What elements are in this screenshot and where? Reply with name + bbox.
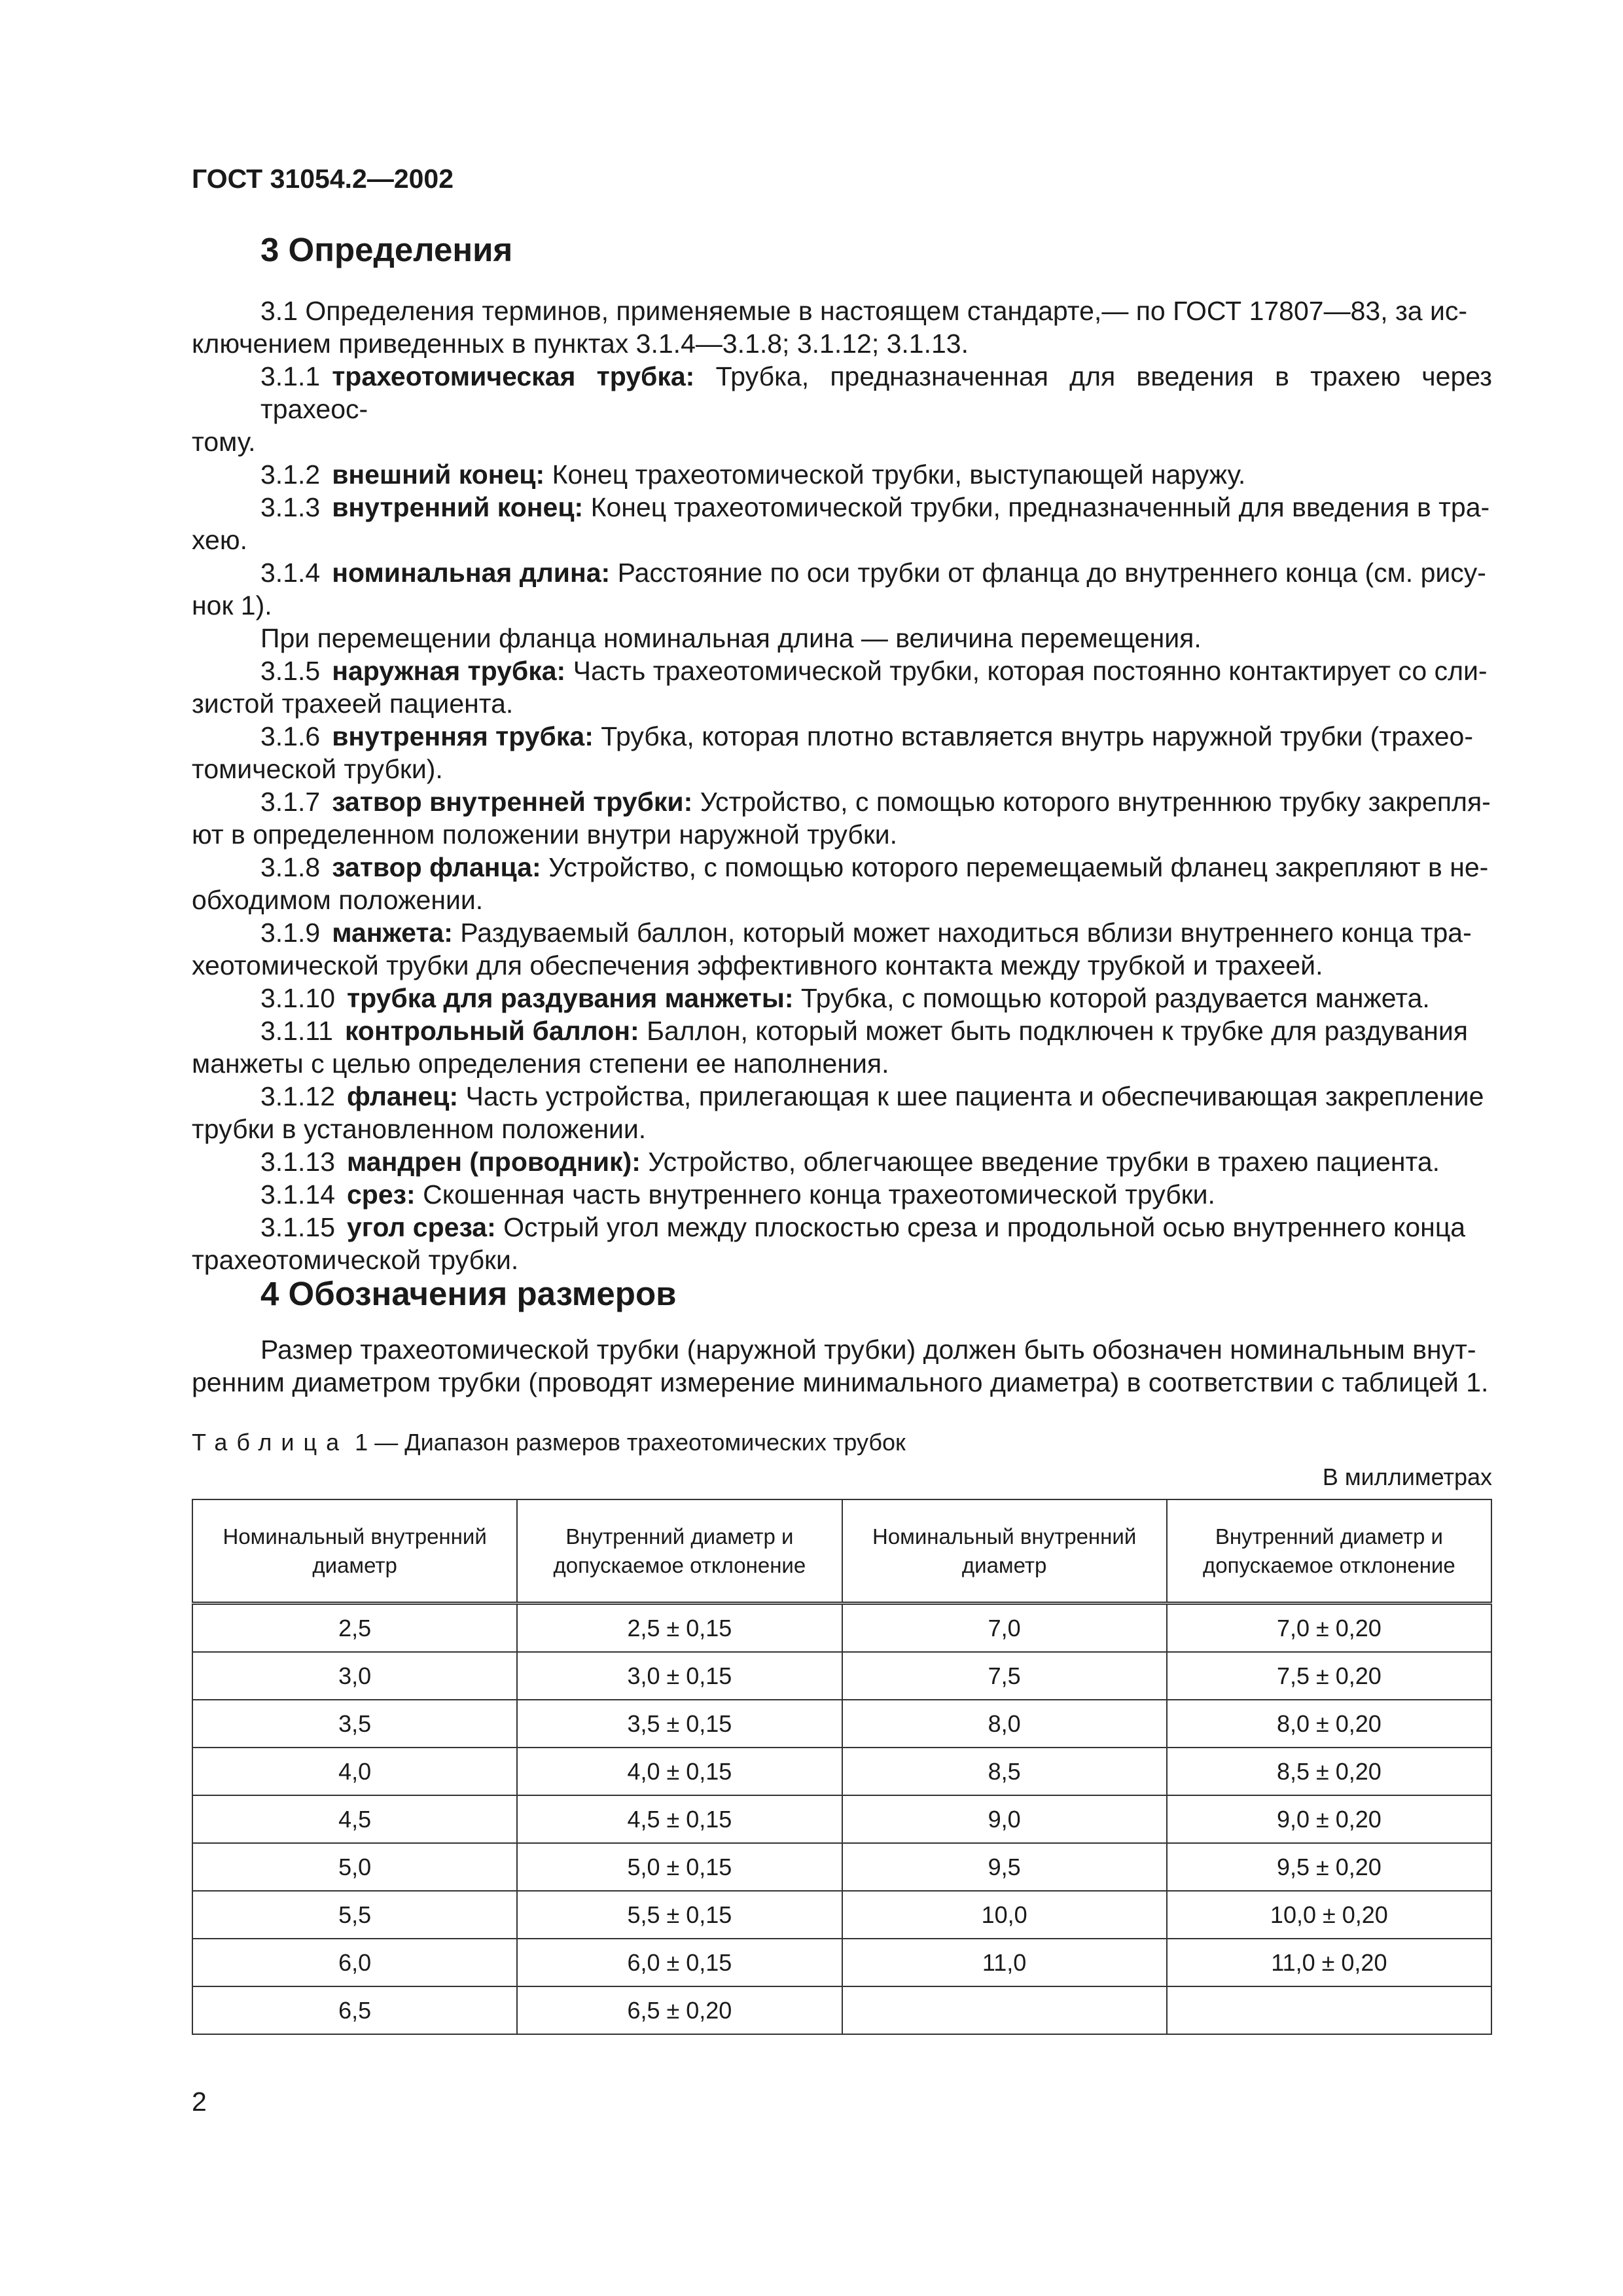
table-cell: 7,5 — [842, 1652, 1167, 1700]
table-cell: 9,0 — [842, 1795, 1167, 1843]
table-cell: 5,0 ± 0,15 — [517, 1843, 842, 1891]
definition-item — [192, 556, 1492, 589]
definition-item — [192, 360, 1492, 425]
definition-item — [192, 785, 1492, 818]
definition-text: Скошенная часть внутреннего конца трахеотомической трубки. — [423, 1179, 1215, 1210]
definition-term: контрольный баллон: — [344, 1016, 639, 1046]
definition-text: Устройство, облегчающее введение трубки в трахею пациента. — [648, 1147, 1440, 1177]
definition-term: срез: — [347, 1179, 416, 1210]
table-cell — [1167, 1986, 1491, 2034]
header-inner-diameter-1: Внутренний диаметр и допускаемое отклонение — [517, 1499, 842, 1604]
definition-term: трахеотомическая трубка: — [332, 361, 695, 391]
table-row — [192, 1795, 1491, 1843]
definition-number: 3.1.3 — [260, 492, 321, 522]
table-cell: 8,0 — [842, 1700, 1167, 1748]
section-3-title: 3 Определения — [260, 231, 513, 268]
definition-text-cont: тому. — [192, 427, 256, 457]
definition-term: мандрен (проводник): — [347, 1147, 641, 1177]
definition-number: 3.1.14 — [260, 1179, 335, 1210]
table-row — [192, 1891, 1491, 1939]
table-caption — [192, 1429, 906, 1456]
table-cell: 10,0 — [842, 1891, 1167, 1939]
table-row — [192, 1652, 1491, 1700]
definition-item — [192, 1178, 1492, 1211]
table-cell: 11,0 ± 0,20 — [1167, 1939, 1491, 1986]
definition-term: номинальная длина: — [332, 558, 611, 588]
table-row — [192, 1604, 1491, 1653]
definition-text: Трубка, с помощью которой раздувается манжета. — [800, 983, 1430, 1013]
definition-number: 3.1.2 — [260, 459, 321, 490]
table-cell: 6,5 ± 0,20 — [517, 1986, 842, 2034]
definition-number: 3.1.7 — [260, 787, 321, 817]
definition-item — [192, 1211, 1492, 1244]
header-inner-diameter-2: Внутренний диаметр и допускаемое отклонение — [1167, 1499, 1491, 1604]
definition-number: 3.1.10 — [260, 983, 335, 1013]
definition-term: трубка для раздувания манжеты: — [347, 983, 794, 1013]
definition-number: 3.1.13 — [260, 1147, 335, 1177]
definition-number: 3.1.6 — [260, 721, 321, 751]
definition-intro-lead: 3.1 Определения терминов, применяемые в настоящем стандарте,— по ГОСТ 17807—83, за ис- — [260, 296, 1468, 326]
definition-text: Раздуваемый баллон, который может находиться вблизи внутреннего конца тра- — [460, 918, 1472, 948]
definition-text: Трубка, которая плотно вставляется внутрь наружной трубки (трахео- — [601, 721, 1473, 751]
definition-number: 3.1.11 — [260, 1016, 333, 1046]
definition-item — [192, 1014, 1492, 1047]
table-cell: 6,5 — [192, 1986, 517, 2034]
definition-text-cont: хею. — [192, 525, 247, 555]
definition-text: При перемещении фланца номинальная длина — величина перемещения. — [260, 623, 1202, 653]
table-cell: 3,5 — [192, 1700, 517, 1748]
definition-item — [192, 851, 1492, 884]
definition-text: Устройство, с помощью которого перемещаемый фланец закрепляют в не- — [548, 852, 1489, 882]
header-nominal-diameter-1: Номинальный внутренний диаметр — [192, 1499, 517, 1604]
definition-text-cont: томической трубки). — [192, 754, 443, 784]
definition-text-cont: трубки в установленном положении. — [192, 1114, 647, 1144]
section-4-para-lead: Размер трахеотомической трубки (наружной трубки) должен быть обозначен номинальным внут- — [260, 1335, 1476, 1365]
definition-number: 3.1.8 — [260, 852, 321, 882]
definition-text-cont: зистой трахеей пациента. — [192, 689, 514, 719]
definition-text-cont: обходимом положении. — [192, 885, 484, 915]
table-cell: 11,0 — [842, 1939, 1167, 1986]
definition-item — [192, 622, 1492, 655]
definition-item — [192, 1080, 1492, 1113]
page-number: 2 — [192, 2087, 207, 2117]
table-cell: 9,5 — [842, 1843, 1167, 1891]
table-cell: 4,5 — [192, 1795, 517, 1843]
definition-item — [192, 491, 1492, 524]
table-cell: 4,0 — [192, 1748, 517, 1795]
table-cell: 7,0 — [842, 1604, 1167, 1653]
definition-number: 3.1.4 — [260, 558, 321, 588]
section-4-title: 4 Обозначения размеров — [260, 1275, 677, 1312]
definition-text: Часть трахеотомической трубки, которая постоянно контактирует со сли- — [573, 656, 1488, 686]
definition-text-cont: хеотомической трубки для обеспечения эффективного контакта между трубкой и трахеей. — [192, 950, 1323, 980]
definition-term: затвор фланца: — [332, 852, 541, 882]
definition-term: наружная трубка: — [332, 656, 566, 686]
definition-term: затвор внутренней трубки: — [332, 787, 693, 817]
definition-text: Трубка, предназначенная для введения в трахею через трахеос- — [260, 361, 1492, 424]
definition-text-cont: нок 1). — [192, 590, 272, 620]
definition-number: 3.1.15 — [260, 1212, 335, 1242]
definition-term: внешний конец: — [332, 459, 545, 490]
table-caption-word: Таблица — [192, 1429, 349, 1456]
definition-item — [192, 916, 1492, 949]
definition-intro-cont: ключением приведенных в пунктах 3.1.4—3.1.8; 3.1.12; 3.1.13. — [192, 329, 969, 359]
definition-item — [192, 655, 1492, 687]
table-cell: 8,0 ± 0,20 — [1167, 1700, 1491, 1748]
definition-text: Конец трахеотомической трубки, выступающей наружу. — [552, 459, 1246, 490]
table-cell: 7,5 ± 0,20 — [1167, 1652, 1491, 1700]
table-row — [192, 1939, 1491, 1986]
table-cell: 6,0 ± 0,15 — [517, 1939, 842, 1986]
header-nominal-diameter-2: Номинальный внутренний диаметр — [842, 1499, 1167, 1604]
table-cell: 8,5 ± 0,20 — [1167, 1748, 1491, 1795]
standard-header: ГОСТ 31054.2—2002 — [192, 164, 454, 194]
definition-text-cont: трахеотомической трубки. — [192, 1245, 519, 1275]
table-cell: 2,5 ± 0,15 — [517, 1604, 842, 1653]
table-header-row — [192, 1499, 1491, 1604]
definition-item — [192, 1145, 1492, 1178]
definition-text: Острый угол между плоскостью среза и продольной осью внутреннего конца — [503, 1212, 1466, 1242]
table-cell: 8,5 — [842, 1748, 1167, 1795]
definition-term: внутренняя трубка: — [332, 721, 594, 751]
definitions-list — [192, 360, 1492, 1276]
definition-number: 3.1.5 — [260, 656, 321, 686]
table-cell: 10,0 ± 0,20 — [1167, 1891, 1491, 1939]
table-cell: 5,5 ± 0,15 — [517, 1891, 842, 1939]
definition-term: манжета: — [332, 918, 453, 948]
definition-item — [192, 982, 1492, 1014]
table-caption-text: 1 — Диапазон размеров трахеотомических трубок — [355, 1429, 906, 1456]
table-cell: 4,0 ± 0,15 — [517, 1748, 842, 1795]
definition-term: внутренний конец: — [332, 492, 584, 522]
table-cell: 3,5 ± 0,15 — [517, 1700, 842, 1748]
definition-number: 3.1.12 — [260, 1081, 335, 1111]
table-row — [192, 1843, 1491, 1891]
table-cell: 7,0 ± 0,20 — [1167, 1604, 1491, 1653]
definition-intro — [192, 295, 1492, 327]
table-cell: 4,5 ± 0,15 — [517, 1795, 842, 1843]
table-cell: 3,0 ± 0,15 — [517, 1652, 842, 1700]
table-row — [192, 1700, 1491, 1748]
table-cell: 5,0 — [192, 1843, 517, 1891]
table-cell: 3,0 — [192, 1652, 517, 1700]
definition-text-cont: манжеты с целью определения степени ее наполнения. — [192, 1049, 889, 1079]
definition-text: Расстояние по оси трубки от фланца до внутреннего конца (см. рису- — [617, 558, 1486, 588]
definition-text: Баллон, который может быть подключен к трубке для раздувания — [647, 1016, 1468, 1046]
table-row — [192, 1986, 1491, 2034]
definition-text: Конец трахеотомической трубки, предназначенный для введения в тра- — [590, 492, 1490, 522]
table-units: В миллиметрах — [1322, 1463, 1492, 1490]
table-cell — [842, 1986, 1167, 2034]
table-cell: 6,0 — [192, 1939, 517, 1986]
definition-text-cont: ют в определенном положении внутри наружной трубки. — [192, 819, 898, 850]
table-body — [192, 1604, 1491, 2035]
definition-term: фланец: — [347, 1081, 459, 1111]
definition-number: 3.1.9 — [260, 918, 321, 948]
section-4-para-cont: ренним диаметром трубки (проводят измерение минимального диаметра) в соответствии с таблицей 1. — [192, 1367, 1489, 1397]
table-row — [192, 1748, 1491, 1795]
table-cell: 2,5 — [192, 1604, 517, 1653]
definition-term: угол среза: — [347, 1212, 496, 1242]
definition-text: Часть устройства, прилегающая к шее пациента и обеспечивающая закрепление — [465, 1081, 1484, 1111]
table-cell: 9,5 ± 0,20 — [1167, 1843, 1491, 1891]
sizes-table — [192, 1499, 1492, 2035]
table-cell: 5,5 — [192, 1891, 517, 1939]
definition-number: 3.1.1 — [260, 361, 321, 391]
definition-text: Устройство, с помощью которого внутреннюю трубку закрепля- — [700, 787, 1491, 817]
table-cell: 9,0 ± 0,20 — [1167, 1795, 1491, 1843]
section-4-body — [192, 1333, 1492, 1399]
section-3-body — [192, 295, 1492, 1276]
definition-item — [192, 458, 1492, 491]
definition-item — [192, 720, 1492, 753]
